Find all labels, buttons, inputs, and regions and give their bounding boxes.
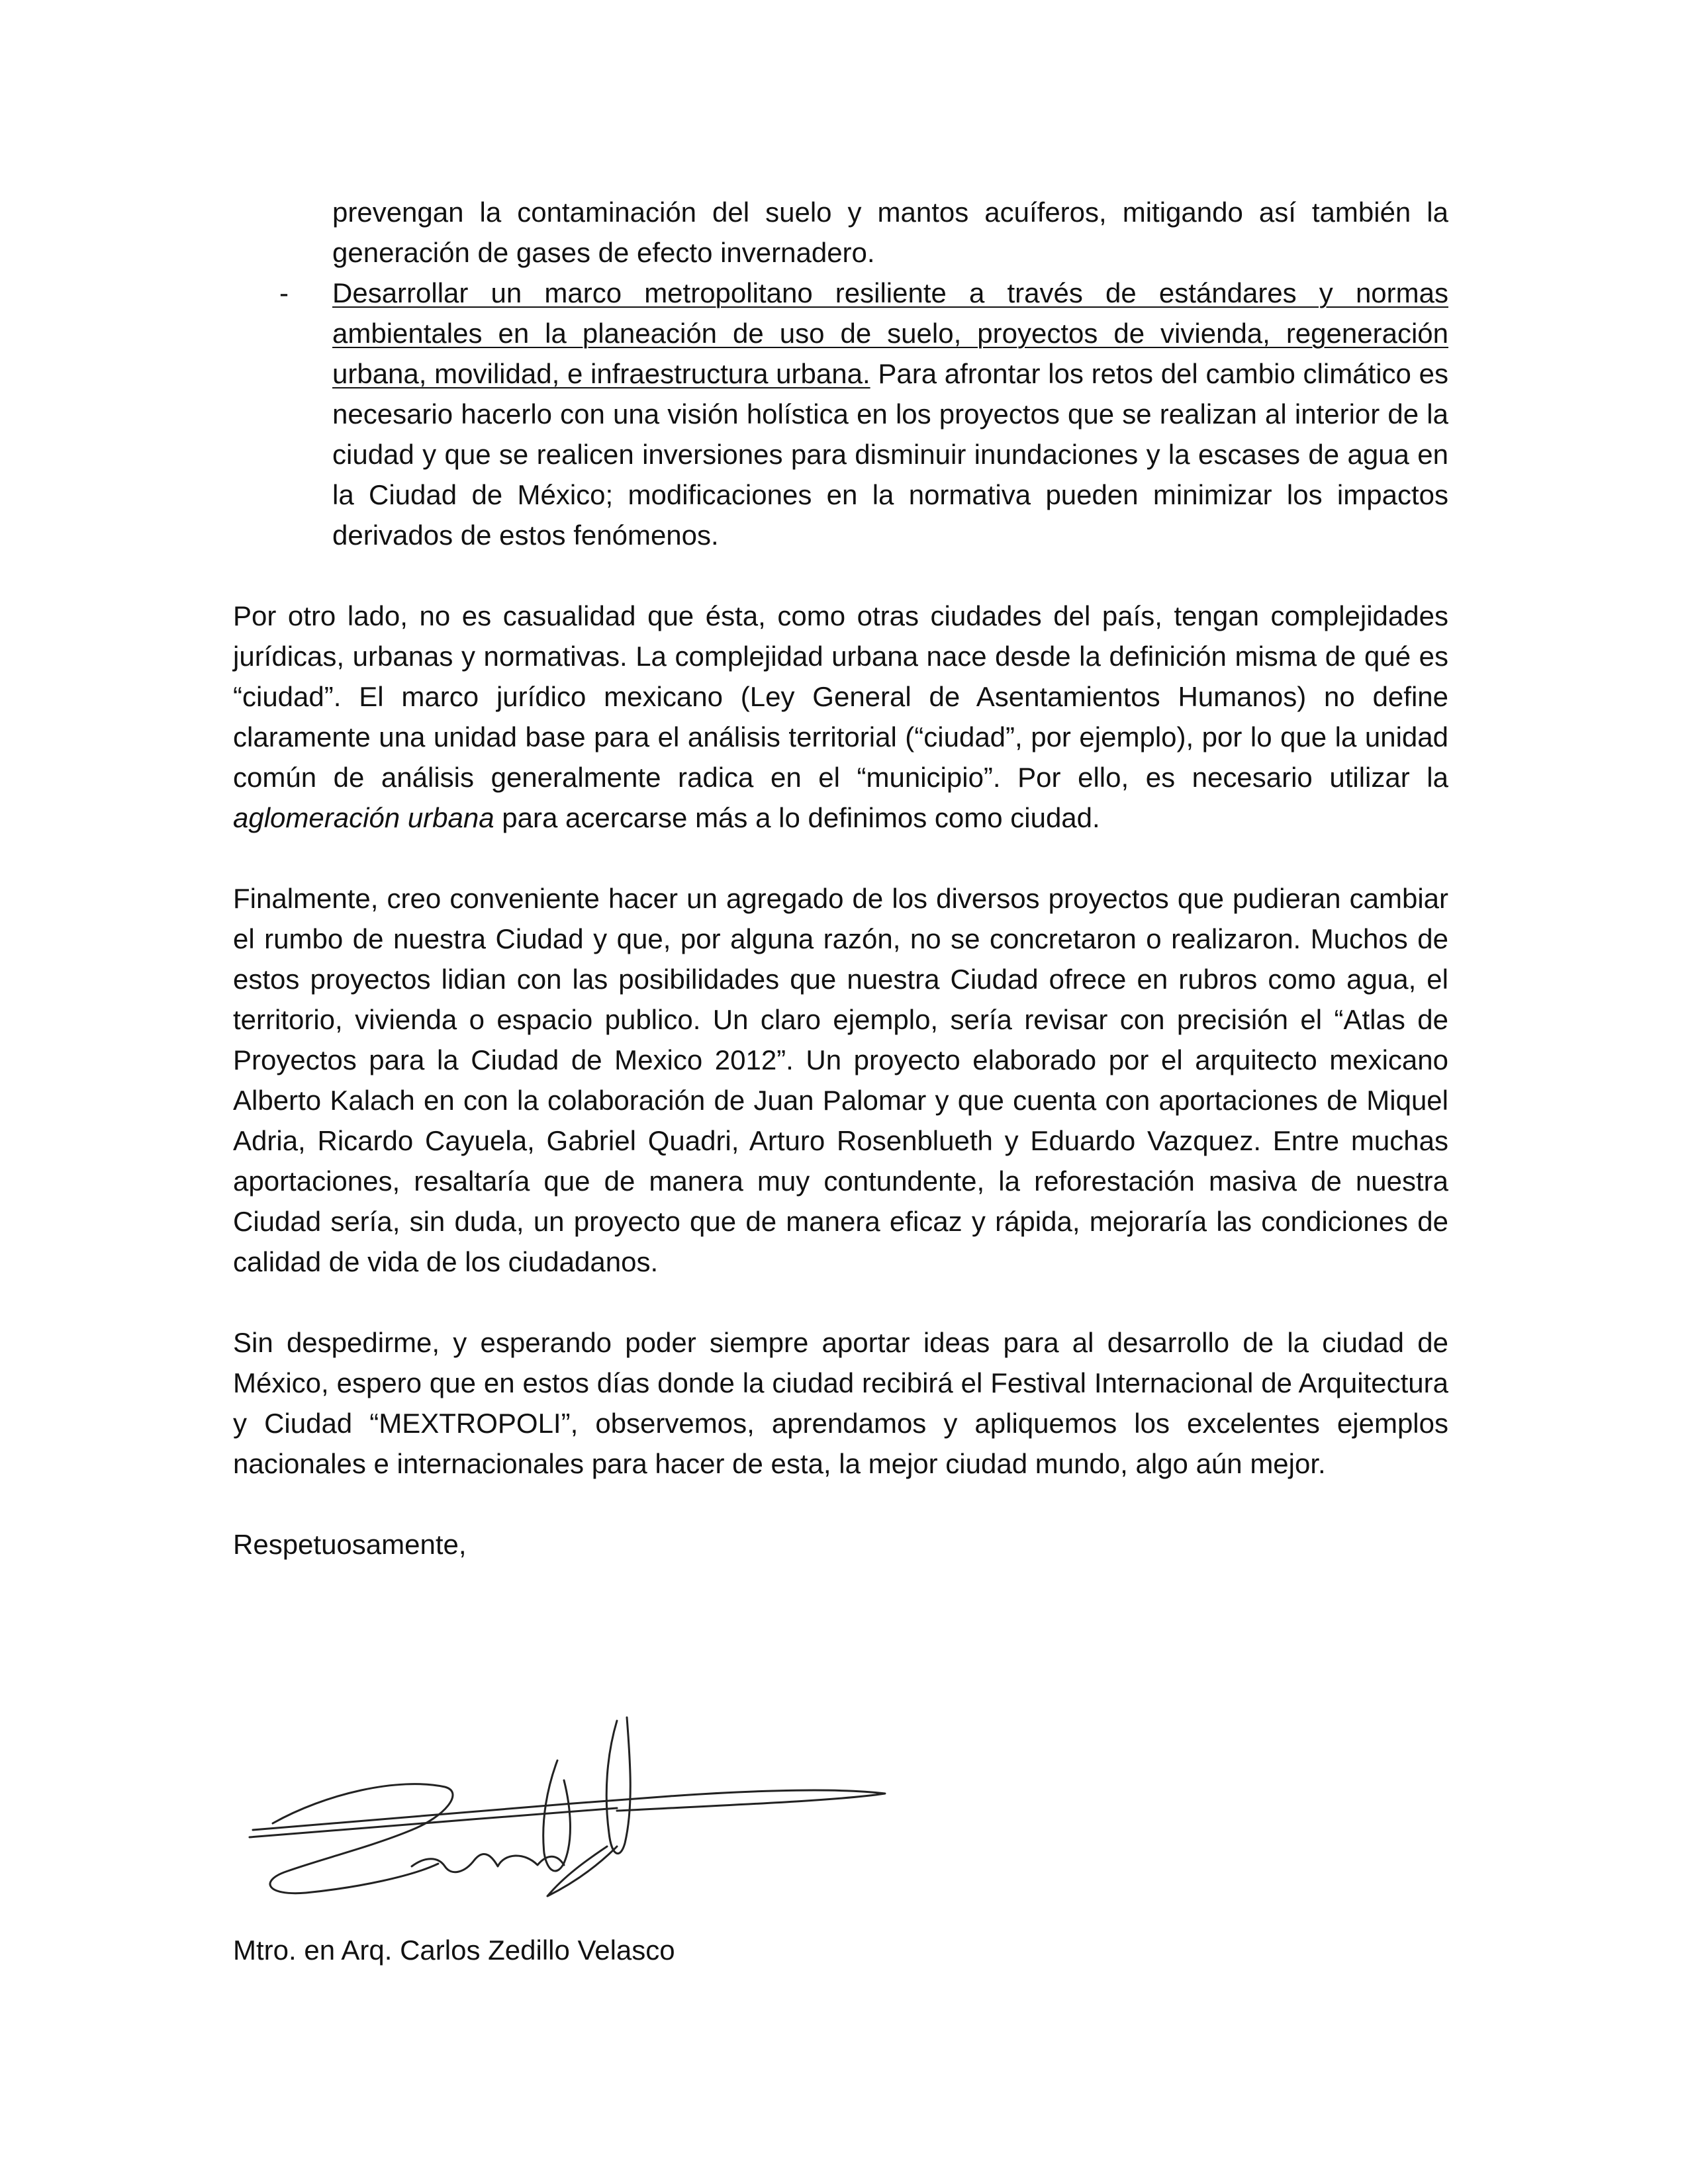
bullet-marker: -: [279, 277, 289, 308]
signature-stroke: [543, 1760, 571, 1871]
paragraph-jurisdiction: [233, 596, 1448, 838]
bullet-text: Para afrontar los retos del cambio climático es necesario hacerlo con una visión holística en los proyectos que se realizan al interior de la ciudad y que se realicen inversiones para disminuir inundaciones y la escases de agua en la Ciudad de México; modificaciones en la normativa pueden minimizar los impactos derivados de estos fenómenos.: [332, 358, 1448, 551]
bullet-underlined-text: Desarrollar un marco metropolitano resiliente a través de estándares y normas ambientales en la planeación de uso de suelo, proyectos de vivienda, regeneración urbana, movilidad, e infraestructura urbana.: [332, 277, 1448, 389]
paragraph-farewell: Sin despedirme, y esperando poder siempre aportar ideas para al desarrollo de la ciudad de México, espero que en estos días donde la ciudad recibirá el Festival Internacional de Arquitectura y Ciudad “MEXTROPOLI”, observemos, aprendamos y apliquemos los excelentes ejemplos nacionales e internacionales para hacer de esta, la mejor ciudad mundo, algo aún mejor.: [233, 1327, 1448, 1479]
letter-body: [233, 192, 1448, 1565]
closing-salutation: Respetuosamente,: [233, 1529, 467, 1560]
signature-stroke: [412, 1854, 564, 1872]
signature-stroke: [606, 1717, 630, 1854]
handwritten-signature: [246, 1707, 895, 1906]
continued-list-item: prevengan la contaminación del suelo y mantos acuíferos, mitigando así también la generación de gases de efecto invernadero.: [332, 197, 1448, 268]
paragraph-projects: Finalmente, creo conveniente hacer un agregado de los diversos proyectos que pudieran cambiar el rumbo de nuestra Ciudad y que, por alguna razón, no se concretaron o realizaron. Muchos de estos proyectos lidian con las posibilidades que nuestra Ciudad ofrece en rubros como agua, el territorio, vivienda o espacio publico. Un claro ejemplo, sería revisar con precisión el “Atlas de Proyectos para la Ciudad de Mexico 2012”. Un proyecto elaborado por el arquitecto mexicano Alberto Kalach en con la colaboración de Juan Palomar y que cuenta con aportaciones de Miquel Adria, Ricardo Cayuela, Gabriel Quadri, Arturo Rosenblueth y Eduardo Vazquez. Entre muchas aportaciones, resaltaría que de manera muy contundente, la reforestación masiva de nuestra Ciudad sería, sin duda, un proyecto que de manera eficaz y rápida, mejoraría las condiciones de calidad de vida de los ciudadanos.: [233, 883, 1448, 1277]
signer-name: Mtro. en Arq. Carlos Zedillo Velasco: [233, 1934, 675, 1966]
signature-stroke: [250, 1808, 617, 1837]
bullet-item: [279, 273, 1448, 555]
italic-term: aglomeración urbana: [233, 802, 494, 833]
paragraph-text: para acercarse más a lo definimos como ciudad.: [494, 802, 1100, 833]
paragraph-text: Por otro lado, no es casualidad que ésta, como otras ciudades del país, tengan complejidades jurídicas, urbanas y normativas. La complejidad urbana nace desde la definición misma de qué es “ciudad”. El marco jurídico mexicano (Ley General de Asentamientos Humanos) no define claramente una unidad base para el análisis territorial (“ciudad”, por ejemplo), por lo que la unidad común de análisis generalmente radica en el “municipio”. Por ello, es necesario utilizar la: [233, 600, 1448, 793]
signature-stroke: [270, 1784, 453, 1893]
